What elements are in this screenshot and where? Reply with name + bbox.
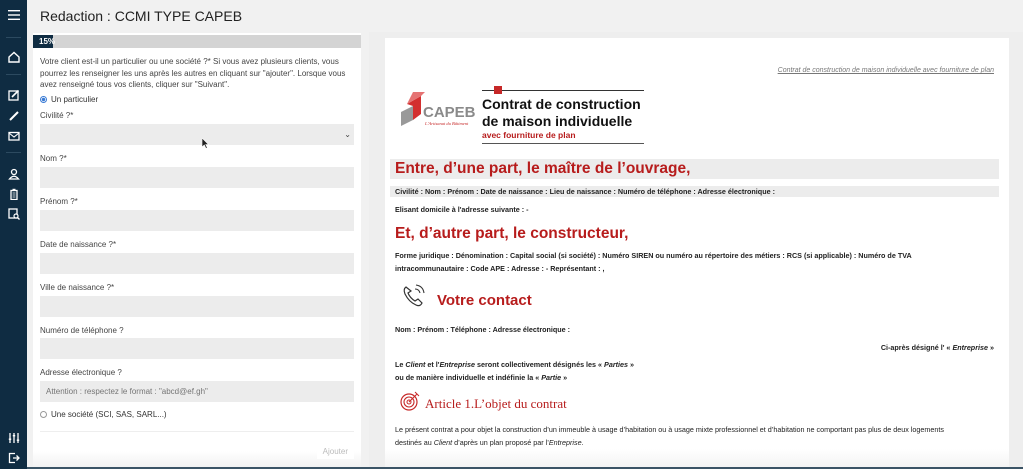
civilite-select[interactable] — [40, 124, 354, 145]
contact-heading: Votre contact — [437, 292, 532, 309]
designation-entreprise: Ci-après désigné l' « Entreprise » — [880, 343, 994, 352]
email-label: Adresse électronique ? — [40, 368, 122, 377]
radio-checked-icon[interactable] — [40, 96, 47, 103]
nom-label: Nom ?* — [40, 154, 67, 163]
document-search-icon[interactable] — [6, 206, 21, 221]
user-icon[interactable] — [6, 166, 21, 181]
constructeur-fields-line1: Forme juridique : Dénomination : Capital social (si société) : Numéro SIREN ou numéro au répertoire des métiers : RCS (si applicable) : Numéro de TVA — [395, 251, 912, 260]
civilite-label: Civilité ?* — [40, 111, 74, 120]
article1-line2: destinés au Client d’après un plan proposé par l’Entreprise. — [395, 438, 584, 447]
progress-bar — [33, 35, 361, 48]
logout-icon[interactable] — [6, 450, 21, 465]
mail-icon[interactable] — [6, 128, 21, 143]
telephone-label: Numéro de téléphone ? — [40, 326, 124, 335]
maitre-ouvrage-address: Elisant domicile à l'adresse suivante : - — [395, 205, 529, 214]
radio-particulier-label: Un particulier — [51, 95, 99, 104]
sidebar-divider — [6, 152, 21, 153]
edit-icon[interactable] — [6, 87, 21, 102]
document-preview-area[interactable] — [369, 32, 1023, 469]
document-title-line2: de maison individuelle — [482, 113, 633, 129]
maitre-ouvrage-fields: Civilité : Nom : Prénom : Date de naissance : Lieu de naissance : Numéro de téléphone : Adresse électronique : — [395, 187, 775, 196]
email-input[interactable] — [40, 381, 354, 402]
phone-icon — [401, 283, 429, 309]
menu-icon[interactable] — [6, 7, 21, 22]
page-header — [27, 0, 1023, 32]
document-subtitle: avec fourniture de plan — [482, 130, 576, 140]
client-type-question: Votre client est-il un particulier ou une société ?* Si vous avez plusieurs clients, vous pourrez les renseigner les uns après les autres en cliquant sur "ajouter". Lorsque vous avez renseigné tous vos clients, cliquer sur "Suivant". — [40, 57, 346, 89]
sliders-icon[interactable] — [6, 430, 21, 445]
title-rule-bottom — [482, 143, 644, 144]
nom-input[interactable] — [40, 167, 354, 188]
date-naissance-label: Date de naissance ?* — [40, 240, 117, 249]
radio-societe[interactable] — [40, 410, 167, 419]
radio-particulier[interactable] — [40, 95, 98, 104]
article1-heading: Article 1.L’objet du contrat — [425, 396, 567, 411]
document-title-line1: Contrat de construction — [482, 96, 641, 112]
progress-fill: 15% — [33, 35, 53, 48]
contact-fields: Nom : Prénom : Téléphone : Adresse électronique : — [395, 325, 571, 334]
sidebar — [0, 0, 27, 469]
add-button[interactable]: Ajouter — [317, 444, 354, 459]
form-divider — [40, 431, 354, 432]
pencil-icon[interactable] — [6, 108, 21, 123]
parties-line1: Le Client et l'Entreprise seront collectivement désignés les « Parties » — [395, 360, 635, 369]
home-icon[interactable] — [6, 49, 21, 64]
capeb-logo — [399, 90, 484, 128]
svg-text:L'Artisanat du Bâtiment: L'Artisanat du Bâtiment — [425, 121, 469, 126]
constructeur-fields-line2: intracommunautaire : Code APE : Adresse : - Représentant : , — [395, 264, 605, 273]
document-page — [385, 38, 1009, 469]
target-icon — [399, 390, 421, 412]
mouse-cursor-icon — [202, 138, 210, 149]
sidebar-divider — [6, 74, 21, 75]
form-panel — [33, 33, 361, 469]
prenom-label: Prénom ?* — [40, 197, 78, 206]
svg-text:CAPEB: CAPEB — [423, 104, 476, 121]
section-constructeur-heading: Et, d’autre part, le constructeur, — [395, 225, 629, 242]
article1-line1: Le présent contrat a pour objet la construction d’un immeuble à usage d’habitation ou à usage mixte professionnel et d’habitation ne comportant pas plus de deux logements — [395, 425, 944, 434]
title-rule — [482, 90, 644, 91]
section-maitre-ouvrage-heading: Entre, d’une part, le maître de l’ouvrage, — [395, 160, 691, 177]
document-header-link: Contrat de construction de maison individuelle avec fourniture de plan — [777, 67, 994, 74]
telephone-input[interactable] — [40, 338, 354, 359]
document-fade — [385, 449, 1009, 469]
parties-line2: ou de manière individuelle et indéfinie la « Partie » — [395, 373, 568, 382]
chevron-down-icon: ⌄ — [344, 130, 351, 139]
trash-icon[interactable] — [6, 186, 21, 201]
page-title: Redaction : CCMI TYPE CAPEB — [40, 8, 243, 24]
ville-naissance-input[interactable] — [40, 296, 354, 317]
radio-societe-label: Une société (SCI, SAS, SARL...) — [51, 410, 167, 419]
prenom-input[interactable] — [40, 210, 354, 231]
ville-naissance-label: Ville de naissance ?* — [40, 283, 115, 292]
sidebar-divider — [6, 37, 21, 38]
date-naissance-input[interactable] — [40, 253, 354, 274]
title-accent-square — [494, 86, 502, 94]
radio-unchecked-icon[interactable] — [40, 411, 47, 418]
